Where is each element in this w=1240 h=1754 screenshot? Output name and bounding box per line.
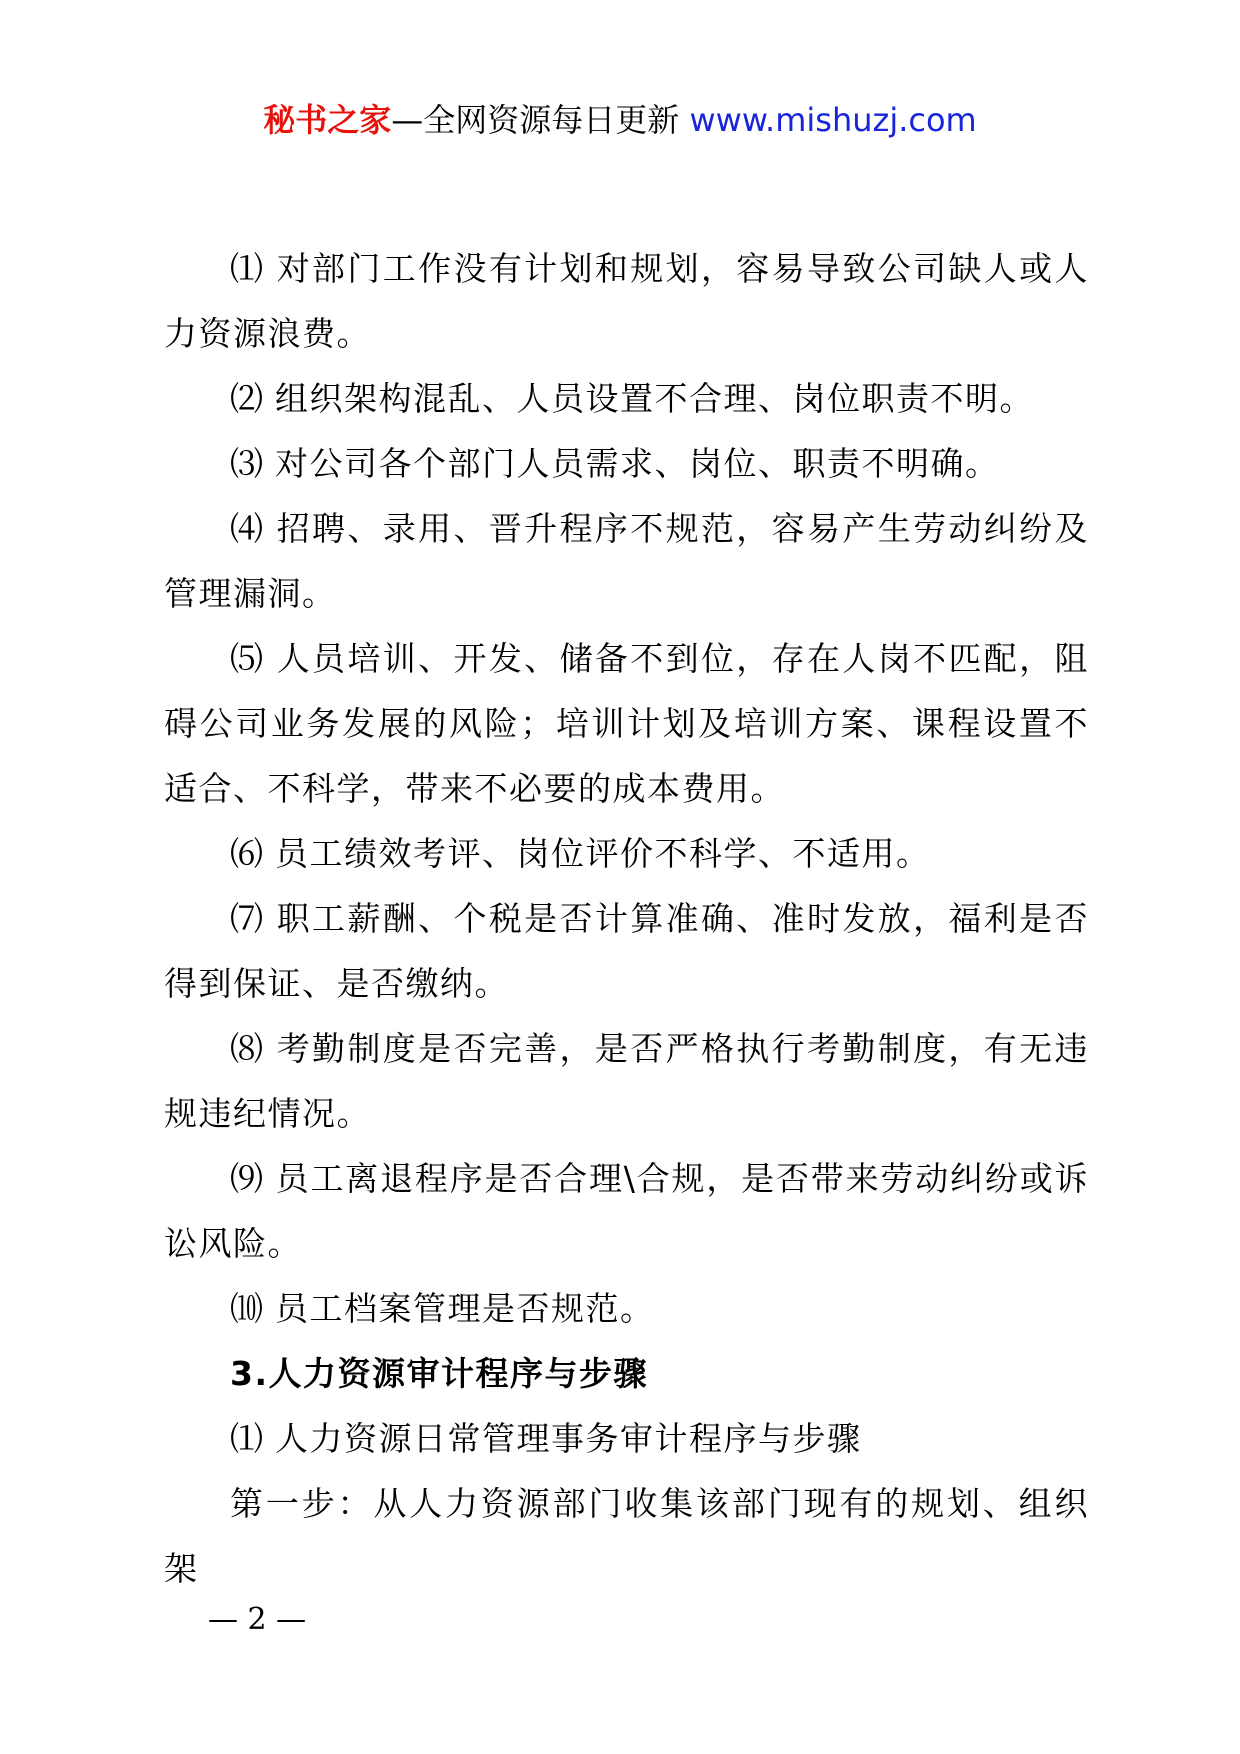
item-number: ⑷ — [230, 509, 264, 548]
list-item — [164, 1146, 1089, 1276]
sub-item — [164, 1406, 1089, 1471]
list-item — [164, 886, 1089, 1016]
item-number: ⑹ — [230, 834, 263, 873]
list-item — [164, 496, 1089, 626]
page-header — [0, 98, 1240, 142]
document-body — [164, 236, 1089, 1601]
item-text: 职工薪酬、个税是否计算准确、准时发放，福利是否得到保证、是否缴纳。 — [164, 899, 1089, 1003]
item-number: ⑻ — [230, 1029, 264, 1068]
list-item — [164, 1016, 1089, 1146]
list-item — [164, 821, 1089, 886]
list-item — [164, 236, 1089, 366]
item-text: 组织架构混乱、人员设置不合理、岗位职责不明。 — [263, 379, 1034, 418]
item-text: 员工绩效考评、岗位评价不科学、不适用。 — [263, 834, 931, 873]
item-number: ⑴ — [230, 1419, 263, 1458]
item-number: ⑴ — [230, 249, 264, 288]
item-text: 对公司各个部门人员需求、岗位、职责不明确。 — [263, 444, 1000, 483]
page-number: — 2 — — [208, 1602, 307, 1637]
item-number: ⑶ — [230, 444, 263, 483]
list-item — [164, 366, 1089, 431]
item-text: 员工离退程序是否合理\合规，是否带来劳动纠纷或诉讼风险。 — [164, 1159, 1090, 1263]
item-number: ⑺ — [230, 899, 264, 938]
header-tagline: —全网资源每日更新 — [391, 101, 690, 139]
item-text: 人力资源日常管理事务审计程序与步骤 — [263, 1419, 862, 1458]
list-item — [164, 626, 1089, 821]
step-paragraph: 第一步：从人力资源部门收集该部门现有的规划、组织架 — [164, 1484, 1089, 1588]
item-text: 考勤制度是否完善，是否严格执行考勤制度，有无违规违纪情况。 — [164, 1029, 1089, 1133]
item-text: 人员培训、开发、储备不到位，存在人岗不匹配，阻碍公司业务发展的风险；培训计划及培训方案、课程设置不适合、不科学，带来不必要的成本费用。 — [164, 639, 1089, 808]
item-text: 招聘、录用、晋升程序不规范，容易产生劳动纠纷及管理漏洞。 — [164, 509, 1089, 613]
item-number: ⑽ — [230, 1289, 263, 1328]
section-heading: 3.人力资源审计程序与步骤 — [230, 1354, 648, 1393]
item-number: ⑸ — [230, 639, 264, 678]
item-text: 对部门工作没有计划和规划，容易导致公司缺人或人力资源浪费。 — [164, 249, 1089, 353]
list-item — [164, 431, 1089, 496]
website-link[interactable]: www.mishuzj.com — [689, 101, 977, 139]
list-item — [164, 1276, 1089, 1341]
brand-name: 秘书之家 — [263, 101, 392, 139]
item-text: 员工档案管理是否规范。 — [263, 1289, 655, 1328]
item-number: ⑼ — [230, 1159, 264, 1198]
item-number: ⑵ — [230, 379, 263, 418]
